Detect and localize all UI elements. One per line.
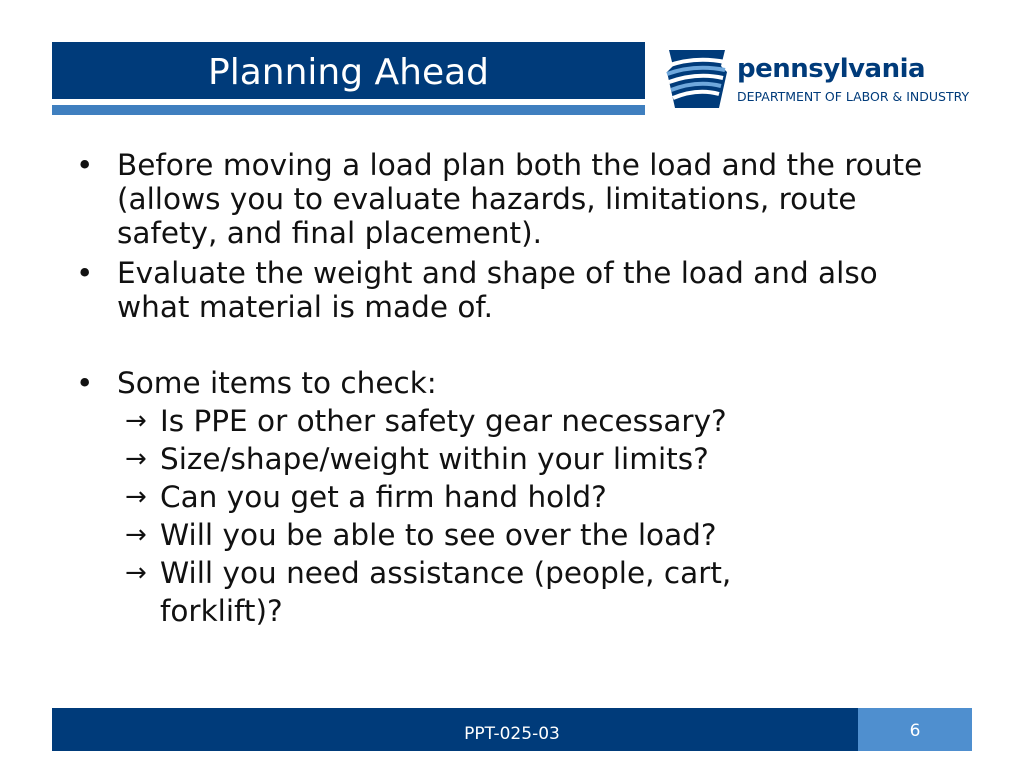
checklist-text: Will you be able to see over the load? [160, 518, 717, 552]
title-underline [52, 105, 645, 115]
page-number: 6 [858, 708, 972, 751]
checklist-text: forklift)? [160, 594, 283, 628]
bullet-text: Some items to check: [117, 366, 437, 400]
arrow-icon: → [125, 406, 147, 436]
title-bar [52, 42, 645, 99]
checklist-text: Size/shape/weight within your limits? [160, 442, 709, 476]
checklist-item [76, 478, 956, 516]
bullet-dot: • [76, 366, 94, 400]
bullet-text: Evaluate the weight and shape of the load and also what material is made of. [117, 256, 878, 324]
bullet-item [76, 366, 956, 400]
keystone-logo-icon [665, 46, 729, 110]
footer-code: PPT-025-03 [464, 724, 560, 744]
bullet-item [76, 256, 956, 324]
checklist-item [76, 516, 956, 554]
checklist-item [76, 554, 956, 592]
arrow-icon: → [125, 520, 147, 550]
checklist-text: Can you get a firm hand hold? [160, 480, 607, 514]
arrow-icon: → [125, 444, 147, 474]
bullet-item [76, 148, 956, 250]
checklist-item [76, 440, 956, 478]
arrow-icon: → [125, 558, 147, 588]
bullet-dot: • [76, 256, 94, 290]
bullet-dot: • [76, 148, 94, 182]
checklist-text: Will you need assistance (people, cart, [160, 556, 732, 590]
checklist-item-continued [76, 592, 956, 630]
pa-logo [665, 46, 985, 112]
checklist-item [76, 402, 956, 440]
logo-department: DEPARTMENT OF LABOR & INDUSTRY [737, 89, 970, 104]
bullet-text: Before moving a load plan both the load and the route (allows you to evaluate hazards, limitations, route safety, and final placement). [117, 148, 923, 250]
checklist-text: Is PPE or other safety gear necessary? [160, 404, 727, 438]
slide-content [76, 148, 956, 630]
arrow-icon: → [125, 482, 147, 512]
logo-wordmark: pennsylvania [737, 54, 926, 84]
slide-title: Planning Ahead [207, 52, 490, 93]
